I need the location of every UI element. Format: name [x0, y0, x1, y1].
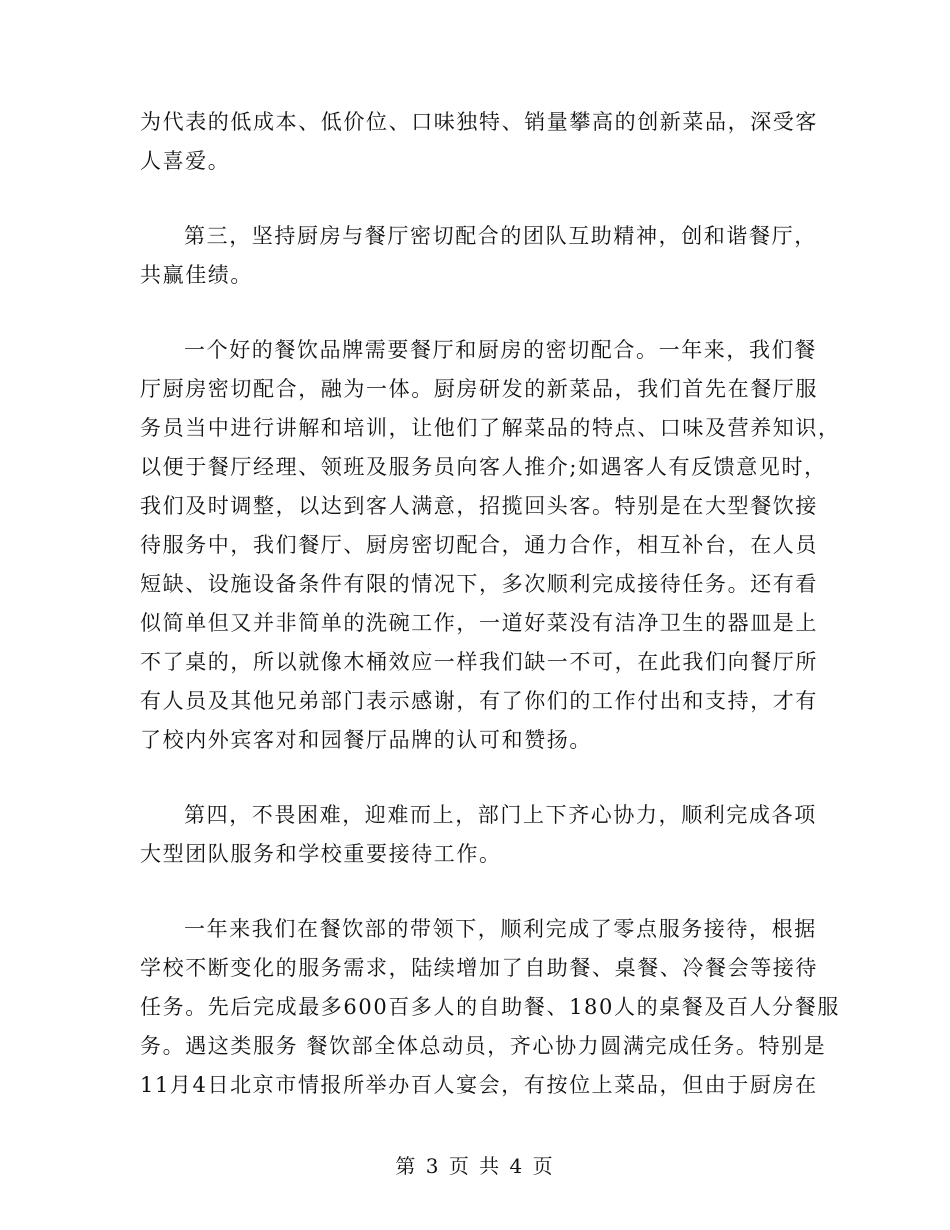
paragraph-1	[140, 103, 818, 181]
text-line: 为代表的低成本、低价位、口味独特、销量攀高的创新菜品，深受客	[140, 110, 818, 134]
paragraph-3	[140, 331, 841, 760]
text-line: 厅厨房密切配合，融为一体。厨房研发的新菜品，我们首先在餐厅服	[140, 377, 818, 401]
text-line: 人喜爱。	[140, 149, 231, 173]
text-line: 第四，不畏困难，迎难而上，部门上下齐心协力，顺利完成各项	[184, 803, 817, 827]
text-line: 11月4日北京市情报所举办百人宴会，有按位上菜品，但由于厨房在	[140, 1073, 818, 1097]
text-line: 任务。先后完成最多600百多人的自助餐、180人的桌餐及百人分餐服	[140, 995, 840, 1019]
text-line: 以便于餐厅经理、领班及服务员向客人推介;如遇客人有反馈意见时，	[140, 455, 827, 479]
text-line: 一个好的餐饮品牌需要餐厅和厨房的密切配合。一年来，我们餐	[184, 338, 817, 362]
text-line: 我们及时调整，以达到客人满意，招揽回头客。特别是在大型餐饮接	[140, 494, 818, 518]
text-line: 短缺、设施设备条件有限的情况下，多次顺利完成接待任务。还有看	[140, 572, 818, 596]
paragraph-5	[140, 910, 840, 1105]
page-number-footer: 第 3 页 共 4 页	[395, 1154, 555, 1178]
paragraph-2	[140, 217, 817, 295]
text-line: 务员当中进行讲解和培训，让他们了解菜品的特点、口味及营养知识，	[140, 416, 841, 440]
document-body	[140, 103, 841, 1141]
text-line: 待服务中，我们餐厅、厨房密切配合，通力合作，相互补台，在人员	[140, 533, 818, 557]
text-line: 大型团队服务和学校重要接待工作。	[140, 842, 502, 866]
text-line: 一年来我们在餐饮部的带领下，顺利完成了零点服务接待，根据	[184, 917, 817, 941]
text-line: 学校不断变化的服务需求，陆续增加了自助餐、桌餐、冷餐会等接待	[140, 956, 818, 980]
text-line: 了校内外宾客对和园餐厅品牌的认可和赞扬。	[140, 728, 592, 752]
text-line: 第三，坚持厨房与餐厅密切配合的团队互助精神，创和谐餐厅，	[184, 224, 817, 248]
text-line: 有人员及其他兄弟部门表示感谢，有了你们的工作付出和支持，才有	[140, 689, 818, 713]
text-line: 不了桌的，所以就像木桶效应一样我们缺一不可，在此我们向餐厅所	[140, 650, 818, 674]
text-line: 似简单但又并非简单的洗碗工作，一道好菜没有洁净卫生的器皿是上	[140, 611, 818, 635]
text-line: 共赢佳绩。	[140, 263, 253, 287]
text-line: 务。遇这类服务 餐饮部全体总动员，齐心协力圆满完成任务。特别是	[140, 1034, 827, 1058]
paragraph-4	[140, 796, 817, 874]
